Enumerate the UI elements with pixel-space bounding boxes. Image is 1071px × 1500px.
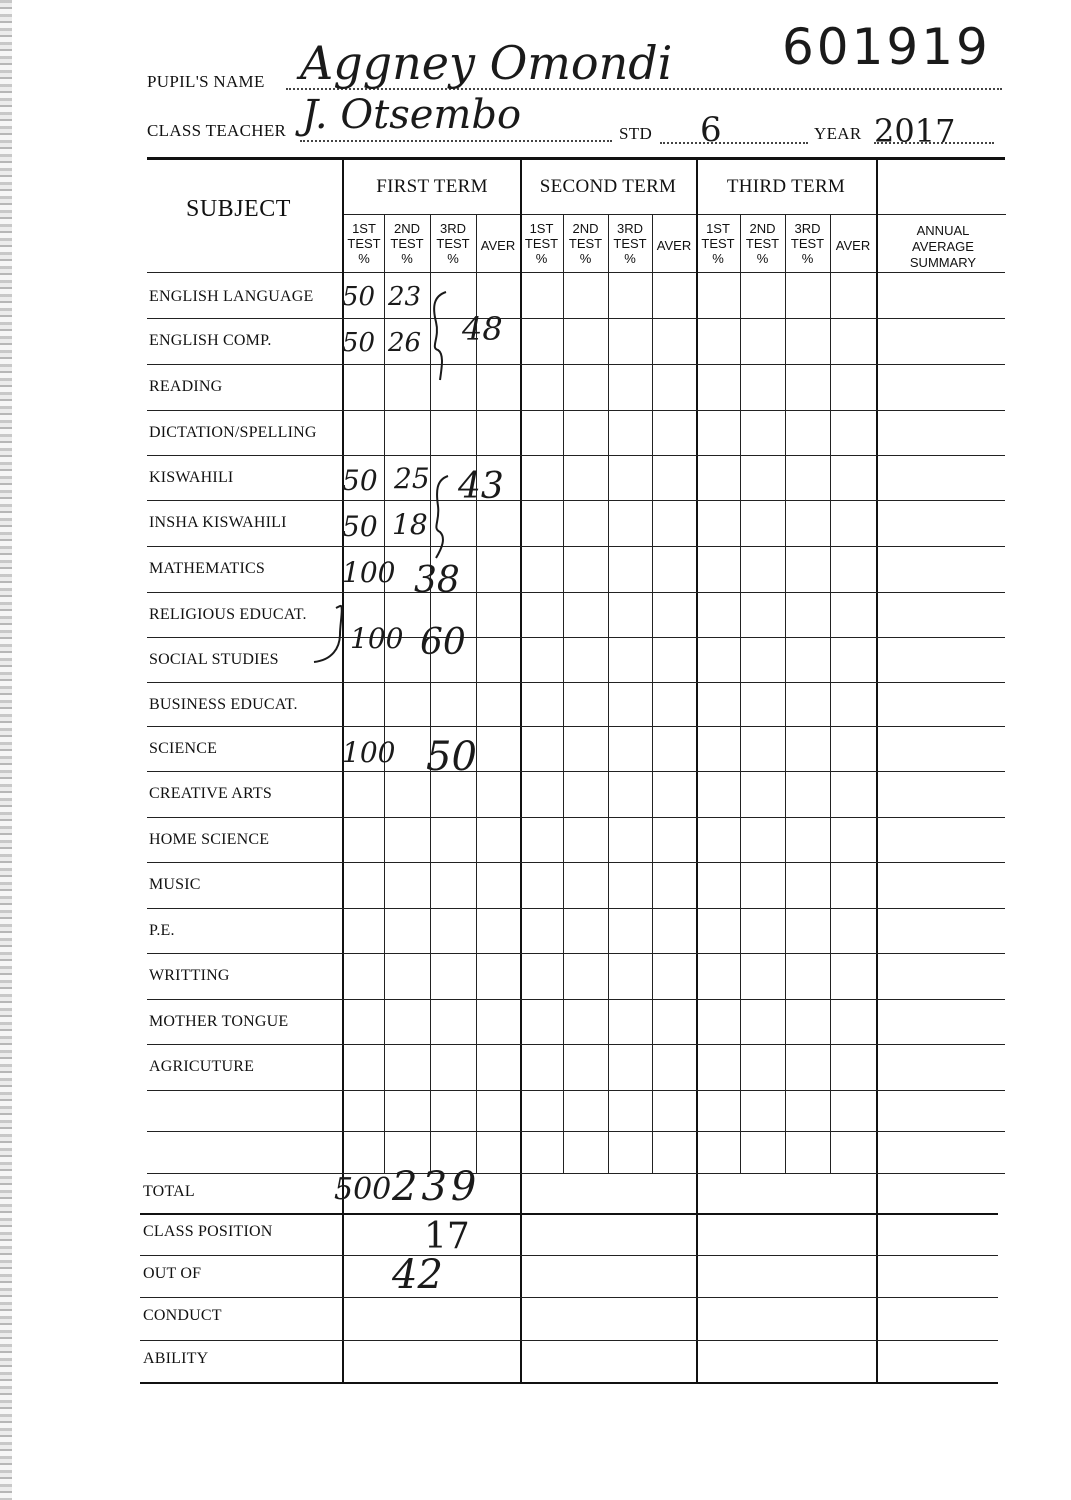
subject-label: INSHA KISWAHILI: [149, 514, 287, 531]
subject-row-line: [147, 908, 1005, 909]
col-header-line: TEST: [790, 236, 825, 251]
bottom-row-line: [140, 1297, 998, 1298]
pupil-number: 601919: [782, 18, 991, 76]
subject-label: AGRICUTURE: [149, 1058, 255, 1075]
first-term-header: FIRST TERM: [376, 176, 488, 197]
subject-row-line: [147, 817, 1005, 818]
col-header-line: 2ND: [572, 221, 599, 236]
term-2-col-line-1: [563, 214, 564, 1173]
term-1-col-header-3: [430, 221, 476, 266]
col-header-line: AVER: [656, 238, 692, 253]
subject-label: BUSINESS EDUCAT.: [149, 696, 298, 713]
subject-row-line: [147, 1090, 1005, 1091]
subject-row-line: [147, 1131, 1005, 1132]
term-1-col-header-4: [476, 238, 520, 253]
col-header-line: %: [756, 251, 769, 266]
class-teacher-value: J. Otsembo: [302, 92, 522, 138]
subject-row-line: [147, 862, 1005, 863]
bottom-row-label: OUT OF: [143, 1265, 202, 1282]
subject-row-line: [147, 682, 1005, 683]
col-header-line: TEST: [613, 236, 647, 251]
subject-label: RELIGIOUS EDUCAT.: [149, 606, 307, 623]
religious-social-score: 60: [420, 622, 466, 663]
subject-label: MOTHER TONGUE: [149, 1013, 289, 1030]
class-teacher-line: [300, 140, 612, 142]
term-header-divider: [344, 214, 1006, 215]
col-header-line: TEST: [347, 236, 381, 251]
subject-row-line: [147, 318, 1005, 319]
subject-label: SCIENCE: [149, 740, 218, 757]
subject-label: CREATIVE ARTS: [149, 785, 272, 802]
subject-label: READING: [149, 378, 223, 395]
english-language-score: 23: [388, 282, 422, 312]
total-out-of: 500: [334, 1172, 392, 1207]
col-header-line: 3RD: [439, 221, 466, 236]
pupil-name-value: Aggney Omondi: [300, 36, 673, 90]
subject-row-line: [147, 999, 1005, 1000]
subject-header: SUBJECT: [186, 196, 291, 222]
bottom-row-label: TOTAL: [143, 1183, 195, 1200]
term-3-col-line-1: [740, 214, 741, 1173]
subject-row-line: [147, 364, 1005, 365]
subject-label: P.E.: [149, 922, 175, 939]
col-header-line: %: [712, 251, 724, 266]
subject-row-line: [147, 455, 1005, 456]
out-of-value: 42: [392, 1252, 443, 1298]
english-brace: [428, 288, 458, 384]
bottom-row-line: [140, 1340, 998, 1341]
col-header-line: TEST: [701, 236, 735, 251]
col-header-line: TEST: [524, 236, 559, 251]
std-label: STD: [619, 124, 653, 143]
col-header-line: %: [624, 251, 636, 266]
term-2-col-header-2: [563, 221, 608, 266]
kiswahili-brace: [428, 470, 456, 562]
subject-label: DICTATION/SPELLING: [149, 424, 317, 441]
annual-header-line-2: AVERAGE: [912, 239, 974, 254]
religious-social-brace: [306, 598, 348, 670]
col-header-line: %: [447, 251, 459, 266]
bottom-row-label: CLASS POSITION: [143, 1223, 273, 1240]
col-header-line: 3RD: [616, 221, 643, 236]
term-1-col-line-1: [384, 214, 385, 1173]
col-header-line: TEST: [436, 236, 470, 251]
term-2-col-header-3: [608, 221, 652, 266]
term-3-col-line-2: [785, 214, 786, 1173]
insha-kiswahili-score: 18: [392, 508, 428, 541]
bottom-row-line: [140, 1382, 998, 1384]
term-3-col-header-1: [696, 221, 740, 266]
subject-row-line: [147, 726, 1005, 727]
term-1-col-line-3: [476, 214, 477, 1173]
pupil-name-label: PUPIL'S NAME: [147, 72, 265, 91]
col-header-line: AVER: [480, 238, 516, 253]
col-header-line: TEST: [568, 236, 603, 251]
insha-kiswahili-out-of: 50: [342, 510, 378, 543]
col-header-line: 3RD: [794, 221, 821, 236]
english-comp-score: 26: [388, 328, 422, 358]
class-teacher-label: CLASS TEACHER: [147, 121, 287, 140]
subject-row-line: [147, 500, 1005, 501]
col-header-line: AVER: [835, 238, 871, 253]
annual-header-line-3: SUMMARY: [909, 255, 977, 270]
term-3-col-header-2: [740, 221, 785, 266]
kiswahili-combined-average: 43: [458, 466, 504, 507]
col-header-line: 2ND: [749, 221, 776, 236]
subject-row-line: [147, 637, 1005, 638]
std-value: 6: [700, 110, 722, 150]
col-header-line: %: [401, 251, 413, 266]
kiswahili-score: 25: [394, 462, 430, 495]
english-language-out-of: 50: [342, 282, 376, 312]
science-score: 50: [426, 734, 477, 780]
bottom-row-line: [140, 1213, 998, 1215]
english-combined-average: 48: [462, 310, 503, 348]
term-3-col-header-3: [785, 221, 830, 266]
col-header-line: 1ST: [706, 221, 730, 236]
col-header-line: %: [579, 251, 592, 266]
col-header-line: 2ND: [393, 221, 420, 236]
third-term-header: THIRD TERM: [726, 176, 846, 197]
religious-social-out-of: 100: [350, 622, 404, 655]
subject-row-line: [147, 1173, 1005, 1174]
subject-row-line: [147, 592, 1005, 593]
subject-label: WRITTING: [149, 967, 230, 984]
subject-label: SOCIAL STUDIES: [149, 651, 279, 668]
subject-row-line: [147, 1044, 1005, 1045]
bottom-row-label: CONDUCT: [143, 1307, 222, 1324]
subject-label: MUSIC: [149, 876, 201, 893]
col-header-line: 1ST: [529, 221, 554, 236]
term-1-col-header-1: [344, 221, 384, 266]
kiswahili-out-of: 50: [342, 464, 378, 497]
mathematics-out-of: 100: [342, 556, 396, 589]
term-2-col-header-1: [520, 221, 563, 266]
col-header-line: %: [801, 251, 814, 266]
term-1-col-header-2: [384, 221, 430, 266]
subject-label: ENGLISH LANGUAGE: [149, 288, 314, 305]
subject-label: HOME SCIENCE: [149, 831, 270, 848]
annual-average-summary-header: [882, 223, 1004, 271]
total-score: 239: [392, 1164, 481, 1210]
subject-label: KISWAHILI: [149, 469, 234, 486]
term-2-col-line-3: [652, 214, 653, 1173]
subject-row-line: [147, 771, 1005, 772]
col-header-line: TEST: [745, 236, 780, 251]
class-position-value: 17: [424, 1216, 470, 1257]
subject-label: MATHEMATICS: [149, 560, 265, 577]
year-label: YEAR: [814, 124, 862, 143]
col-header-line: 1ST: [352, 221, 376, 236]
bottom-row-label: ABILITY: [143, 1350, 209, 1367]
mathematics-score: 38: [414, 560, 460, 601]
bottom-row-line: [140, 1255, 998, 1256]
annual-header-line-1: ANNUAL: [916, 223, 970, 238]
subject-label: ENGLISH COMP.: [149, 332, 272, 349]
term-3-col-header-4: [830, 238, 876, 253]
subject-row-line: [147, 546, 1005, 547]
subject-row-line: [147, 953, 1005, 954]
science-out-of: 100: [342, 736, 396, 769]
term-2-col-line-2: [608, 214, 609, 1173]
second-term-header: SECOND TERM: [539, 176, 677, 197]
term-2-col-header-4: [652, 238, 696, 253]
english-comp-out-of: 50: [342, 328, 376, 358]
term-3-col-line-3: [830, 214, 831, 1173]
subject-row-line: [147, 410, 1005, 411]
year-value: 2017: [874, 112, 956, 150]
col-header-line: TEST: [390, 236, 424, 251]
col-header-line: %: [358, 251, 370, 266]
scan-edge-artifact: [0, 0, 12, 1500]
std-line: [660, 142, 808, 144]
col-header-line: %: [535, 251, 548, 266]
